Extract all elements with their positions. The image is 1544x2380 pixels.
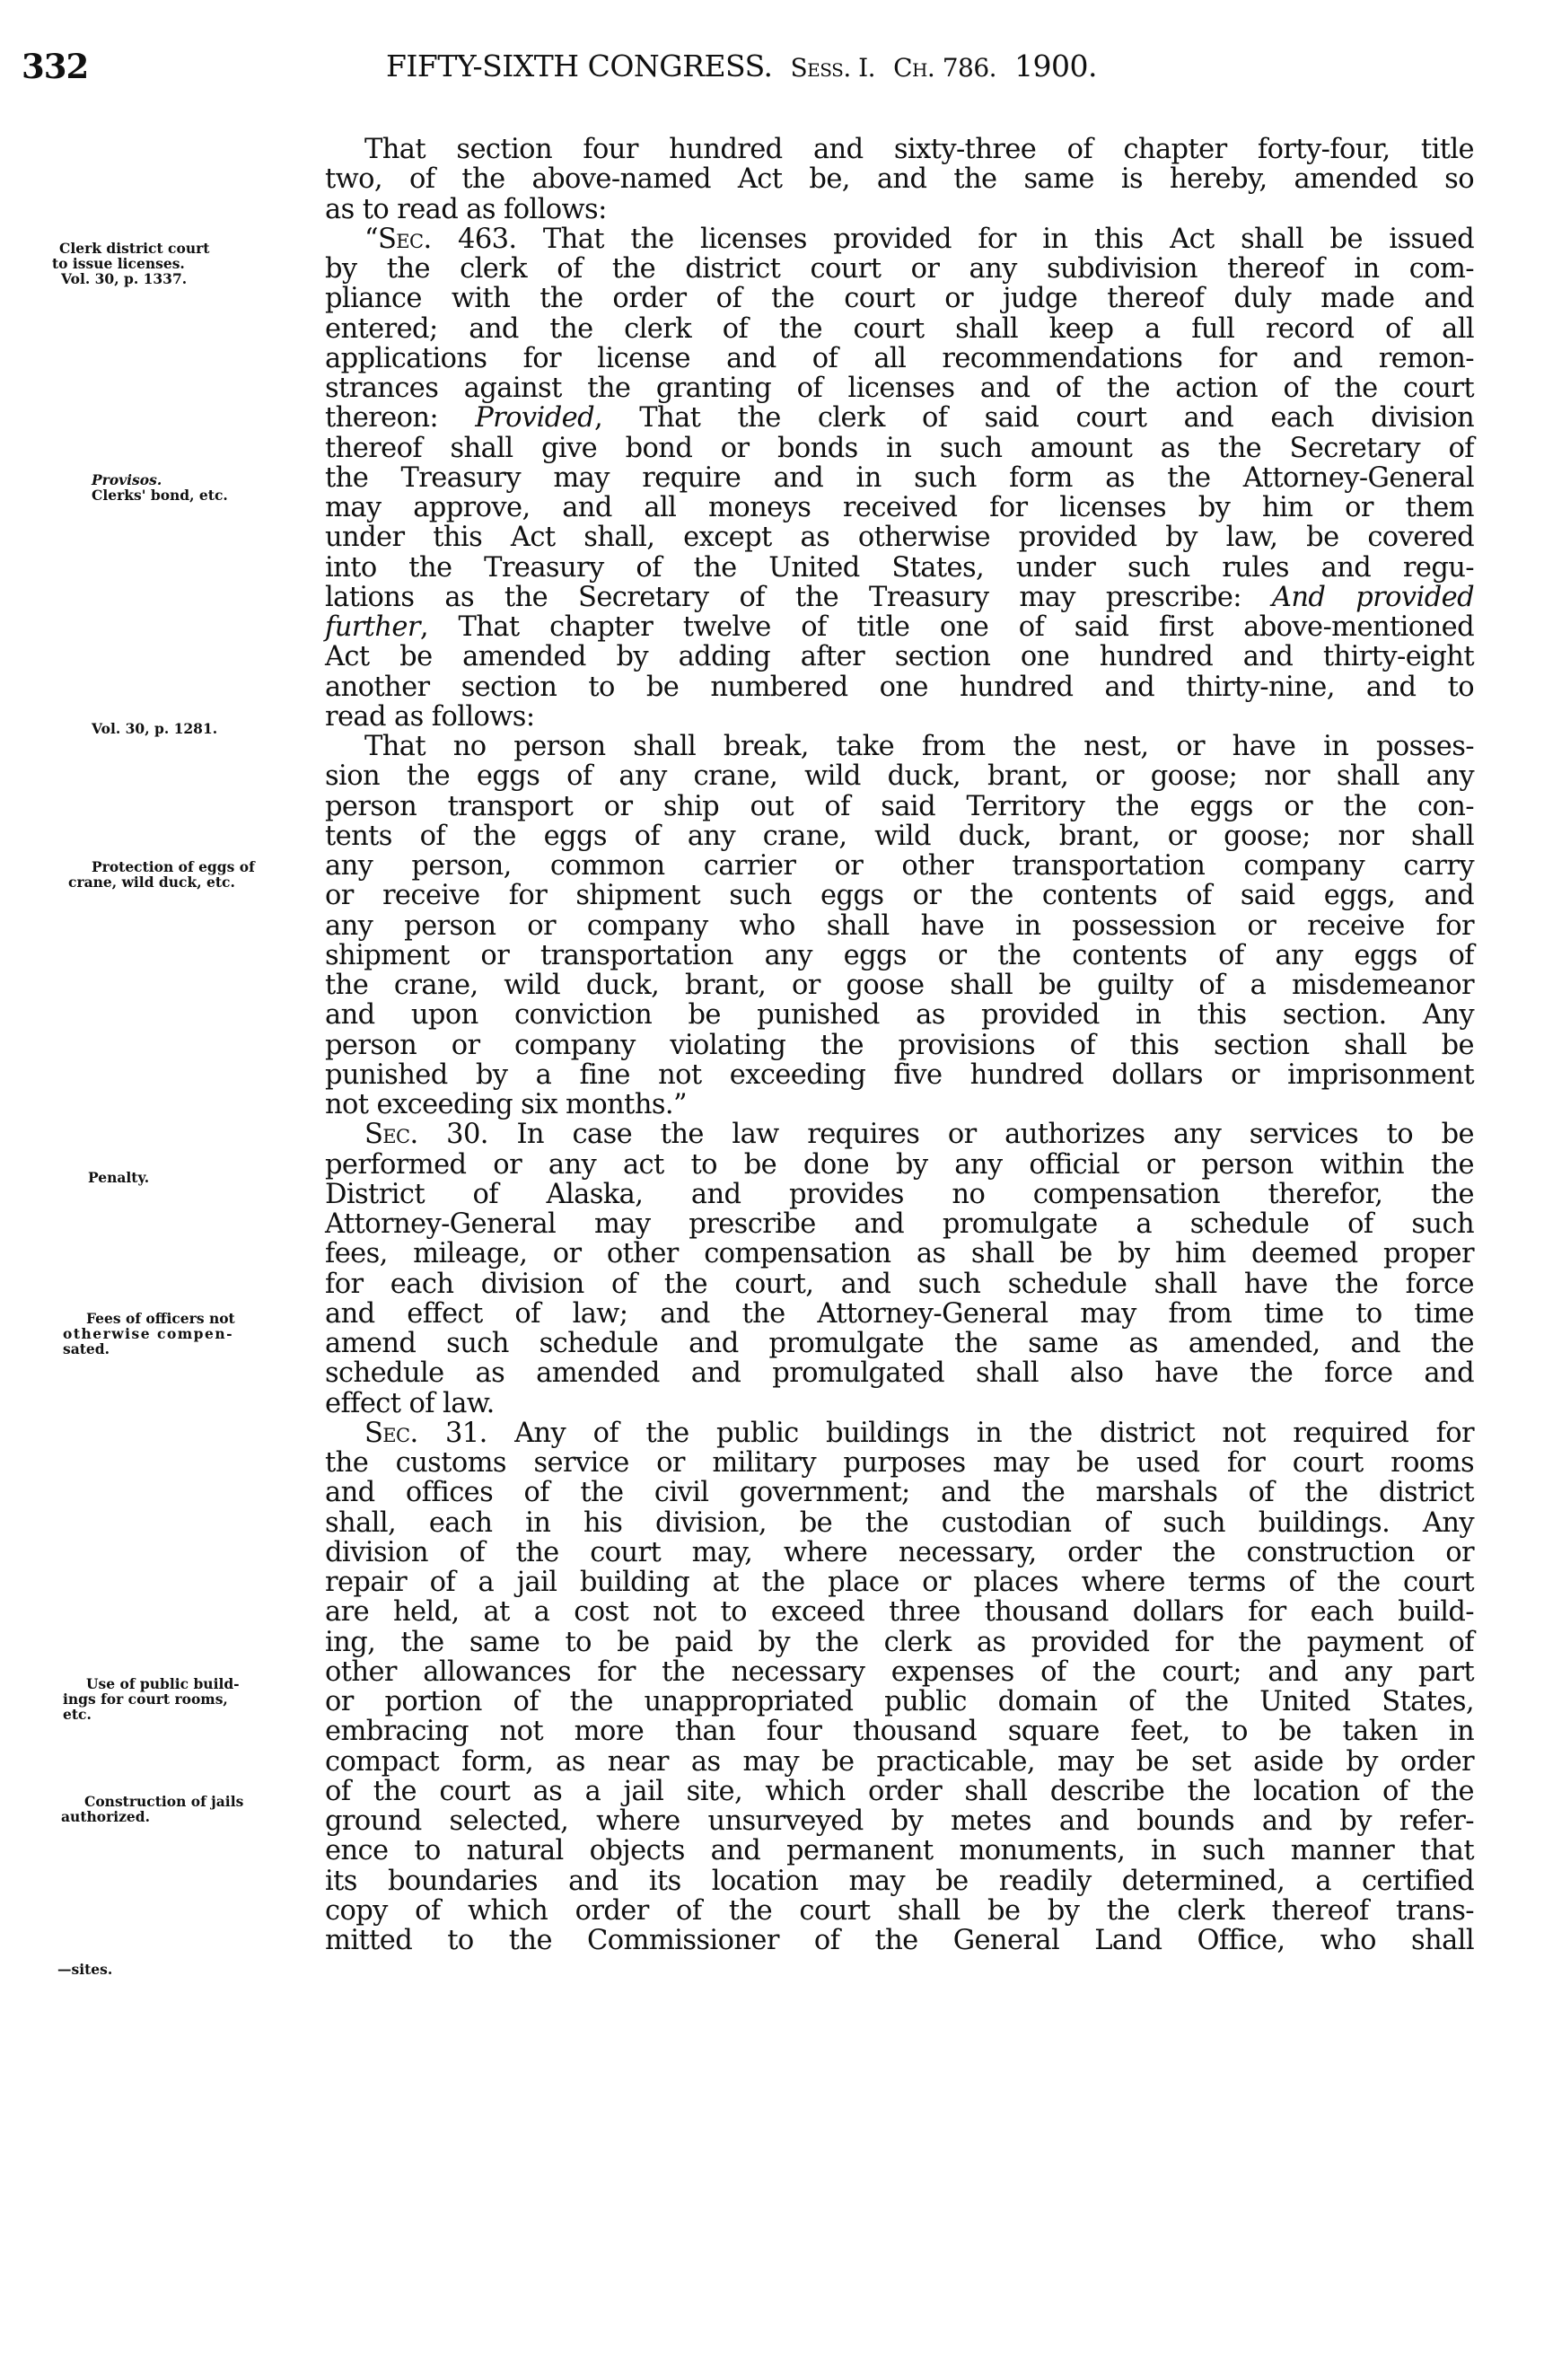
margin-note-line: etc. [63, 1706, 92, 1723]
body-line: That section four hundred and sixty-three of chapter forty-four, title [364, 134, 1474, 165]
body-line: Sec. 30. In case the law requires or authorizes any services to be [364, 1119, 1474, 1151]
body-line: shipment or transportation any eggs or the contents of any eggs of [325, 939, 1474, 971]
margin-note-vol-ref [92, 721, 217, 736]
body-line: Sec. 31. Any of the public buildings in the district not required for [364, 1417, 1474, 1449]
margin-note-line: to issue licenses. [52, 255, 185, 272]
margin-note-provisos [92, 472, 228, 503]
body-line: are held, at a cost not to exceed three thousand dollars for each build- [325, 1596, 1474, 1629]
margin-note-jails [61, 1794, 243, 1824]
margin-note-line: Provisos. [92, 471, 162, 488]
body-line: another section to be numbered one hundred and thirty-nine, and to [325, 671, 1474, 703]
body-line: under this Act shall, except as otherwise provided by law, be covered [325, 522, 1474, 554]
body-line: tents of the eggs of any crane, wild duck, brant, or goose; nor shall [325, 820, 1474, 852]
body-line: ence to natural objects and permanent monuments, in such manner that [325, 1835, 1474, 1867]
body-line: or receive for shipment such eggs or the contents of said eggs, and [325, 880, 1474, 912]
body-line: schedule as amended and promulgated shall also have the force and [325, 1357, 1474, 1390]
margin-note-eggs [68, 859, 255, 890]
running-header [0, 47, 1544, 86]
chapter-label: Ch. 786. [893, 53, 997, 83]
body-line: not exceeding six months.” [325, 1089, 688, 1120]
body-line: its boundaries and its location may be readily determined, a certified [325, 1865, 1474, 1897]
body-line: any person, common carrier or other transportation company carry [325, 850, 1474, 882]
body-line: read as follows: [325, 700, 535, 733]
body-line: Attorney-General may prescribe and promulgate a schedule of such [325, 1208, 1474, 1240]
margin-note-line: Clerk district court [59, 240, 210, 257]
margin-note-line: —sites. [57, 1961, 113, 1978]
body-line: repair of a jail building at the place or places where terms of the court [325, 1567, 1474, 1598]
body-line: sion the eggs of any crane, wild duck, brant, or goose; nor shall any [325, 760, 1474, 793]
body-line: thereof shall give bond or bonds in such amount as the Secretary of [325, 432, 1474, 464]
margin-note-line: Use of public build- [86, 1675, 240, 1692]
body-line: the crane, wild duck, brant, or goose shall be guilty of a misdemeanor [325, 970, 1474, 1001]
margin-note-line: Fees of officers not [86, 1310, 235, 1327]
congress-label: FIFTY-SIXTH CONGRESS. [386, 48, 773, 83]
session-label: Sess. I. [790, 53, 876, 83]
body-line: shall, each in his division, be the custodian of such buildings. Any [325, 1506, 1474, 1539]
margin-note-public-buildings [63, 1676, 240, 1722]
body-line: person transport or ship out of said Territory the eggs or the con- [325, 790, 1474, 822]
margin-note-line: Vol. 30, p. 1337. [61, 270, 188, 287]
body-line: amend such schedule and promulgate the same as amended, and the [325, 1328, 1474, 1359]
body-line: division of the court may, where necessary, order the construction or [325, 1536, 1474, 1568]
body-line: the Treasury may require and in such form as the Attorney-General [325, 461, 1474, 494]
body-line: the customs service or military purposes may be used for court rooms [325, 1447, 1474, 1479]
margin-note-line: crane, wild duck, etc. [68, 874, 235, 891]
body-line: further, That chapter twelve of title one of said first above-mentioned [325, 611, 1474, 643]
body-line: any person or company who shall have in possession or receive for [325, 909, 1474, 942]
body-line: by the clerk of the district court or any subdivision thereof in com- [325, 253, 1474, 285]
body-line: as to read as follows: [325, 193, 607, 225]
body-line: two, of the above-named Act be, and the same is hereby, amended so [325, 163, 1474, 196]
year-label: 1900. [1014, 48, 1098, 83]
body-line: ing, the same to be paid by the clerk as provided for the payment of [325, 1626, 1474, 1658]
margin-note-line: Protection of eggs of [92, 858, 255, 875]
margin-note-line: authorized. [61, 1808, 151, 1825]
body-line: fees, mileage, or other compensation as shall be by him deemed proper [325, 1238, 1474, 1270]
margin-note-line: Clerks' bond, etc. [92, 487, 228, 504]
body-line: thereon: Provided, That the clerk of said court and each division [325, 402, 1474, 435]
body-line: person or company violating the provisions of this section shall be [325, 1029, 1474, 1061]
body-line: compact form, as near as may be practicable, may be set aside by order [325, 1745, 1474, 1778]
body-line: Act be amended by adding after section one hundred and thirty-eight [325, 641, 1474, 673]
margin-note-line: sated. [63, 1340, 110, 1357]
body-line: copy of which order of the court shall be by the clerk thereof trans- [325, 1894, 1474, 1927]
body-line: “Sec. 463. That the licenses provided for in this Act shall be issued [364, 223, 1474, 255]
body-line: performed or any act to be done by any official or person within the [325, 1148, 1474, 1181]
body-line: embracing not more than four thousand square feet, to be taken in [325, 1716, 1474, 1748]
running-head-title [386, 48, 1097, 83]
body-line: for each division of the court, and such schedule shall have the force [325, 1268, 1474, 1300]
margin-note-line: otherwise compen- [63, 1325, 234, 1342]
margin-note-line: Construction of jails [84, 1793, 244, 1810]
margin-note-line: ings for court rooms, [63, 1691, 228, 1708]
body-line: District of Alaska, and provides no compensation therefor, the [325, 1178, 1474, 1210]
body-line: and upon conviction be punished as provided in this section. Any [325, 999, 1474, 1032]
margin-note-line: Penalty. [88, 1169, 150, 1186]
margin-note-line: Vol. 30, p. 1281. [92, 720, 218, 737]
body-line: of the court as a jail site, which order shall describe the location of the [325, 1775, 1474, 1807]
body-line: ground selected, where unsurveyed by metes and bounds and by refer- [325, 1805, 1474, 1837]
body-line: strances against the granting of licenses and of the action of the court [325, 373, 1474, 404]
page-number: 332 [22, 47, 89, 86]
body-line: other allowances for the necessary expenses of the court; and any part [325, 1655, 1474, 1688]
body-line: pliance with the order of the court or judge thereof duly made and [325, 283, 1474, 315]
body-line: effect of law. [325, 1387, 495, 1419]
margin-note-fees [63, 1311, 235, 1357]
margin-note-clerk [52, 241, 209, 286]
body-line: mitted to the Commissioner of the General Land Office, who shall [325, 1925, 1474, 1956]
margin-note-sites [57, 1962, 112, 1977]
body-line: entered; and the clerk of the court shall keep a full record of all [325, 312, 1474, 345]
body-line: lations as the Secretary of the Treasury may prescribe: And provided [325, 581, 1474, 613]
body-line: and offices of the civil government; and the marshals of the district [325, 1477, 1474, 1509]
body-line: punished by a fine not exceeding five hundred dollars or imprisonment [325, 1058, 1474, 1091]
body-line: applications for license and of all recommendations for and remon- [325, 342, 1474, 374]
body-line: or portion of the unappropriated public domain of the United States, [325, 1686, 1474, 1717]
margin-note-penalty [88, 1170, 149, 1185]
body-line: into the Treasury of the United States, under such rules and regu- [325, 551, 1474, 584]
body-line: That no person shall break, take from the nest, or have in posses- [364, 731, 1474, 762]
body-line: may approve, and all moneys received for licenses by him or them [325, 492, 1474, 523]
body-line: and effect of law; and the Attorney-General may from time to time [325, 1297, 1474, 1330]
